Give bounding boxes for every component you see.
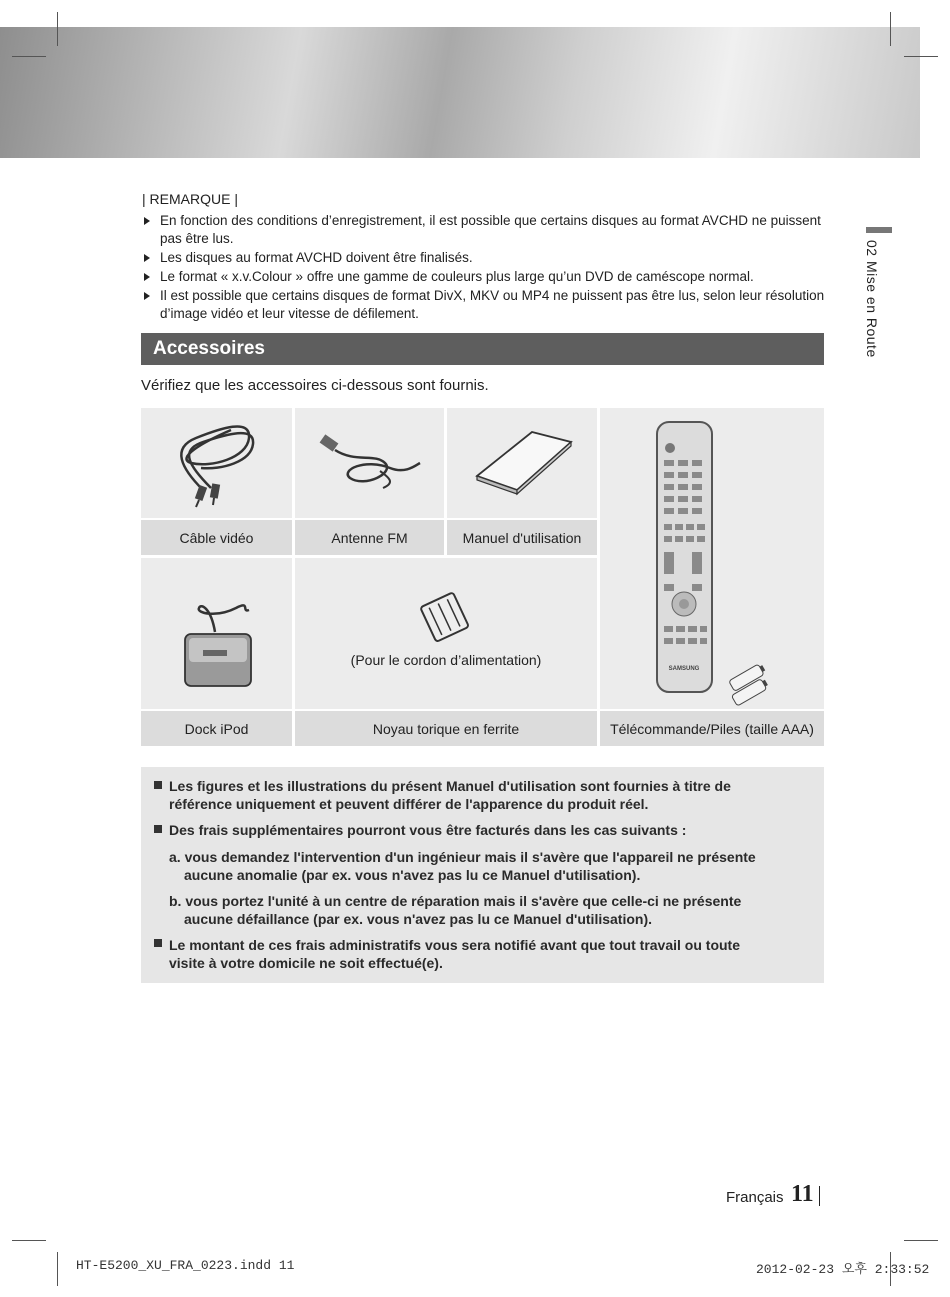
remote-control-icon — [600, 408, 824, 709]
user-manual-icon — [447, 408, 597, 518]
remote-brand: SAMSUNG — [668, 666, 700, 672]
manual-image — [447, 408, 597, 518]
video-cable-label: Câble vidéo — [141, 520, 292, 555]
crop-mark — [12, 56, 46, 57]
ferrite-core-image — [295, 558, 597, 709]
page-language: Français — [726, 1189, 784, 1206]
section-title: Accessoires — [153, 338, 265, 359]
square-bullet-icon — [154, 939, 162, 947]
note-item: En fonction des conditions d’enregistrement, il est possible que certains disques au format AVCHD ne puissent pas être lus. — [142, 212, 832, 248]
info-bullet: Le montant de ces frais administratifs vous sera notifié avant que tout travail ou toute visite à votre domicile ne soit effectué(e). — [169, 937, 741, 971]
bullet-arrow-icon — [144, 292, 150, 300]
print-file-date: 2012-02-23 오후 2:33:52 — [756, 1262, 930, 1277]
bullet-arrow-icon — [144, 254, 150, 262]
chapter-side-tab — [860, 240, 890, 390]
info-bullet: Les figures et les illustrations du présent Manuel d'utilisation sont fournies à titre de référence uniquement et peuvent différer de l'apparence du produit réel. — [169, 778, 731, 812]
info-bullet: Des frais supplémentaires pourront vous être facturés dans les cas suivants : — [169, 822, 687, 838]
info-subitem: a. vous demandez l'intervention d'un ingénieur mais il s'avère que l'appareil ne présente aucune anomalie (par ex. vous n'avez pas lu ce Manuel d'utilisation). — [169, 849, 756, 883]
crop-mark — [12, 1240, 46, 1241]
ferrite-core-label: Noyau torique en ferrite — [295, 711, 597, 746]
crop-mark — [890, 12, 891, 46]
manual-label: Manuel d'utilisation — [447, 520, 597, 555]
chapter-side-label: 02 Mise en Route — [864, 240, 880, 358]
crop-mark — [904, 56, 938, 57]
page-number-divider — [819, 1186, 820, 1206]
note-item: Les disques au format AVCHD doivent être finalisés. — [142, 249, 832, 267]
ferrite-core-note: (Pour le cordon d’alimentation) — [350, 652, 542, 668]
remote-image — [600, 408, 824, 709]
info-subitem: b. vous portez l'unité à un centre de réparation mais il s'avère que celle-ci ne présente aucune défaillance (par ex. vous n'avez pas lu ce Manuel d'utilisation). — [169, 893, 742, 927]
square-bullet-icon — [154, 825, 162, 833]
crop-mark — [57, 1252, 58, 1286]
video-cable-image — [141, 408, 292, 518]
video-cable-icon — [141, 408, 292, 518]
bullet-arrow-icon — [144, 273, 150, 281]
section-intro: Vérifiez que les accessoires ci-dessous sont fournis. — [141, 377, 489, 394]
fm-antenna-icon — [295, 408, 444, 518]
remote-label: Télécommande/Piles (taille AAA) — [600, 711, 824, 746]
print-file-id: HT-E5200_XU_FRA_0223.indd 11 — [76, 1258, 295, 1273]
fm-antenna-image — [295, 408, 444, 518]
ipod-dock-image — [141, 558, 292, 709]
page-number: 11 — [791, 1181, 814, 1207]
note-item: Il est possible que certains disques de format DivX, MKV ou MP4 ne puissent pas être lus, selon leur résolution d’image vidéo et leur vitesse de défilement. — [142, 287, 832, 323]
note-list — [142, 212, 832, 324]
ferrite-core-icon — [295, 558, 597, 658]
ipod-dock-label: Dock iPod — [141, 711, 292, 746]
crop-mark — [57, 12, 58, 46]
header-band — [0, 27, 920, 158]
ipod-dock-icon — [141, 558, 292, 709]
square-bullet-icon — [154, 781, 162, 789]
bullet-arrow-icon — [144, 217, 150, 225]
side-tab-marker — [866, 227, 892, 233]
info-box — [141, 767, 824, 983]
fm-antenna-label: Antenne FM — [295, 520, 444, 555]
note-item: Le format « x.v.Colour » offre une gamme de couleurs plus large qu’un DVD de caméscope normal. — [142, 268, 832, 286]
crop-mark — [904, 1240, 938, 1241]
note-heading: | REMARQUE | — [142, 191, 238, 207]
